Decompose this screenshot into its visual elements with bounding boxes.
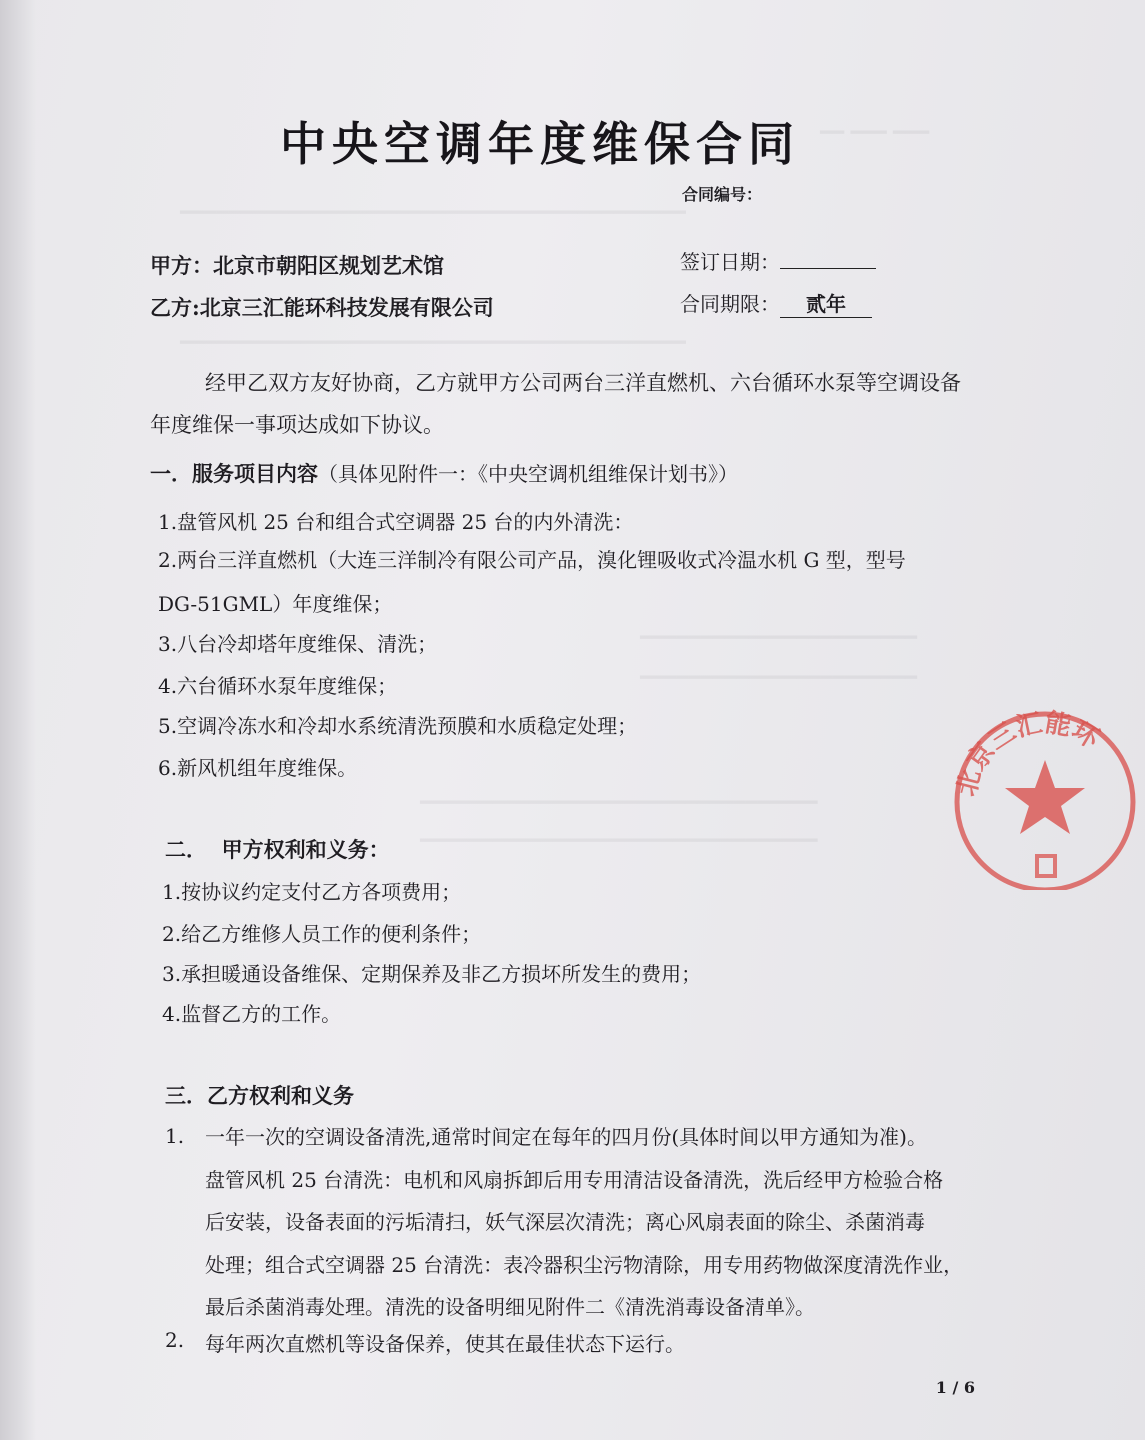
section-3-item-1-line: 一年一次的空调设备清洗,通常时间定在每年的四月份(具体时间以甲方通知为准)。 bbox=[205, 1125, 927, 1149]
section-3-item-1-line: 最后杀菌消毒处理。清洗的设备明细见附件二《清洗消毒设备清单》。 bbox=[205, 1295, 815, 1319]
bleed-through-text: ━━━━━━━━━━━━━━━━━━━━━━━━━━━━━━━━━ bbox=[420, 790, 818, 814]
intro-line-2: 年度维保一事项达成如下协议。 bbox=[150, 413, 444, 437]
bleed-through-text: ━━━━━━━━━━━━━━━━━━━━━━━━━━━━━━━━━ bbox=[420, 828, 818, 852]
left-page-edge bbox=[0, 0, 36, 1440]
sign-date-label: 签订日期： bbox=[680, 250, 780, 274]
section-1-heading: 一．服务项目内容 bbox=[150, 461, 318, 486]
section-3-item-1-line: 处理；组合式空调器 25 台清洗：表冷器积尘污物清除，用专用药物做深度清洗作业， bbox=[205, 1252, 964, 1277]
page-number: 1 / 6 bbox=[935, 1378, 975, 1397]
bleed-through-text: ━━━━━━━━━━━━━━━━━━━━━━━━━━━━━━━━━━━━━━━━━━ bbox=[180, 330, 686, 354]
bleed-through-text: ━━━━━━━━━━━━━━━━━━━━━━━ bbox=[640, 625, 917, 649]
section-1-item-4: 4.六台循环水泵年度维保； bbox=[158, 674, 398, 698]
section-1-item-2-cont: DG-51GML）年度维保； bbox=[158, 592, 393, 616]
section-2-heading: 二． 甲方权利和义务： bbox=[165, 837, 390, 862]
section-1-note: （具体见附件一：《中央空调机组维保计划书》） bbox=[318, 462, 738, 486]
section-2-item-3: 3.承担暖通设备维保、定期保养及非乙方损坏所发生的费用； bbox=[162, 962, 702, 986]
seal-star-icon bbox=[1005, 760, 1085, 834]
section-2-item-1: 1.按协议约定支付乙方各项费用； bbox=[162, 880, 462, 904]
sign-date-blank bbox=[780, 268, 876, 269]
party-b: 乙方:北京三汇能环科技发展有限公司 bbox=[150, 295, 494, 320]
section-2-item-2: 2.给乙方维修人员工作的便利条件； bbox=[162, 922, 482, 946]
section-1-item-5: 5.空调冷冻水和冷却水系统清洗预膜和水质稳定处理； bbox=[158, 714, 638, 738]
term-label: 合同期限： bbox=[680, 292, 780, 316]
section-2-item-4: 4.监督乙方的工作。 bbox=[162, 1002, 342, 1026]
section-3-item-2-number: 2. bbox=[165, 1328, 185, 1352]
sign-date-row bbox=[680, 246, 876, 275]
section-3-item-2-text: 每年两次直燃机等设备保养，使其在最佳状态下运行。 bbox=[205, 1332, 685, 1356]
intro-line-1: 经甲乙双方友好协商，乙方就甲方公司两台三洋直燃机、六台循环水泵等空调设备 bbox=[205, 371, 961, 395]
section-3-item-1-line: 后安装，设备表面的污垢清扫，妖气深层次清洗；离心风扇表面的除尘、杀菌消毒 bbox=[205, 1210, 925, 1234]
section-1-item-1: 1.盘管风机 25 台和组合式空调器 25 台的内外清洗： bbox=[158, 510, 634, 534]
section-3-item-1-number: 1. bbox=[165, 1124, 185, 1148]
svg-text:北京三汇能环 bbox=[952, 707, 1105, 799]
document-title: 中央空调年度维保合同 bbox=[280, 117, 800, 171]
section-1-item-6: 6.新风机组年度维保。 bbox=[158, 756, 358, 780]
section-1-item-2: 2.两台三洋直燃机（大连三洋制冷有限公司产品，溴化锂吸收式冷温水机 G 型，型号 bbox=[158, 548, 906, 572]
section-3-heading: 三．乙方权利和义务 bbox=[165, 1083, 354, 1108]
term-value: 贰年 bbox=[780, 288, 872, 318]
section-3-item-1-line: 盘管风机 25 台清洗：电机和风扇拆卸后用专用清洁设备清洗，洗后经甲方检验合格 bbox=[205, 1167, 944, 1192]
company-seal-stamp bbox=[945, 690, 1145, 890]
section-1-item-3: 3.八台冷却塔年度维保、清洗； bbox=[158, 632, 438, 656]
party-a: 甲方：北京市朝阳区规划艺术馆 bbox=[150, 253, 444, 278]
seal-text: 北京三汇能环 bbox=[951, 708, 1104, 800]
section-1-heading-row bbox=[150, 458, 738, 488]
bleed-through-text: ━━━━━━━━━━━━━━━━━━━━━━━ bbox=[640, 665, 917, 689]
contract-number-label: 合同编号： bbox=[682, 185, 763, 204]
bleed-through-text: ━━━━━━━━━━━━━━━━━━━━━━━━━━━━━━━━━━━━━━━━━━ bbox=[180, 200, 686, 224]
bleed-through-text: ━━ ━━━ ━━━ bbox=[820, 120, 930, 144]
term-row bbox=[680, 288, 872, 318]
section-3-item-1-body bbox=[205, 1116, 975, 1329]
